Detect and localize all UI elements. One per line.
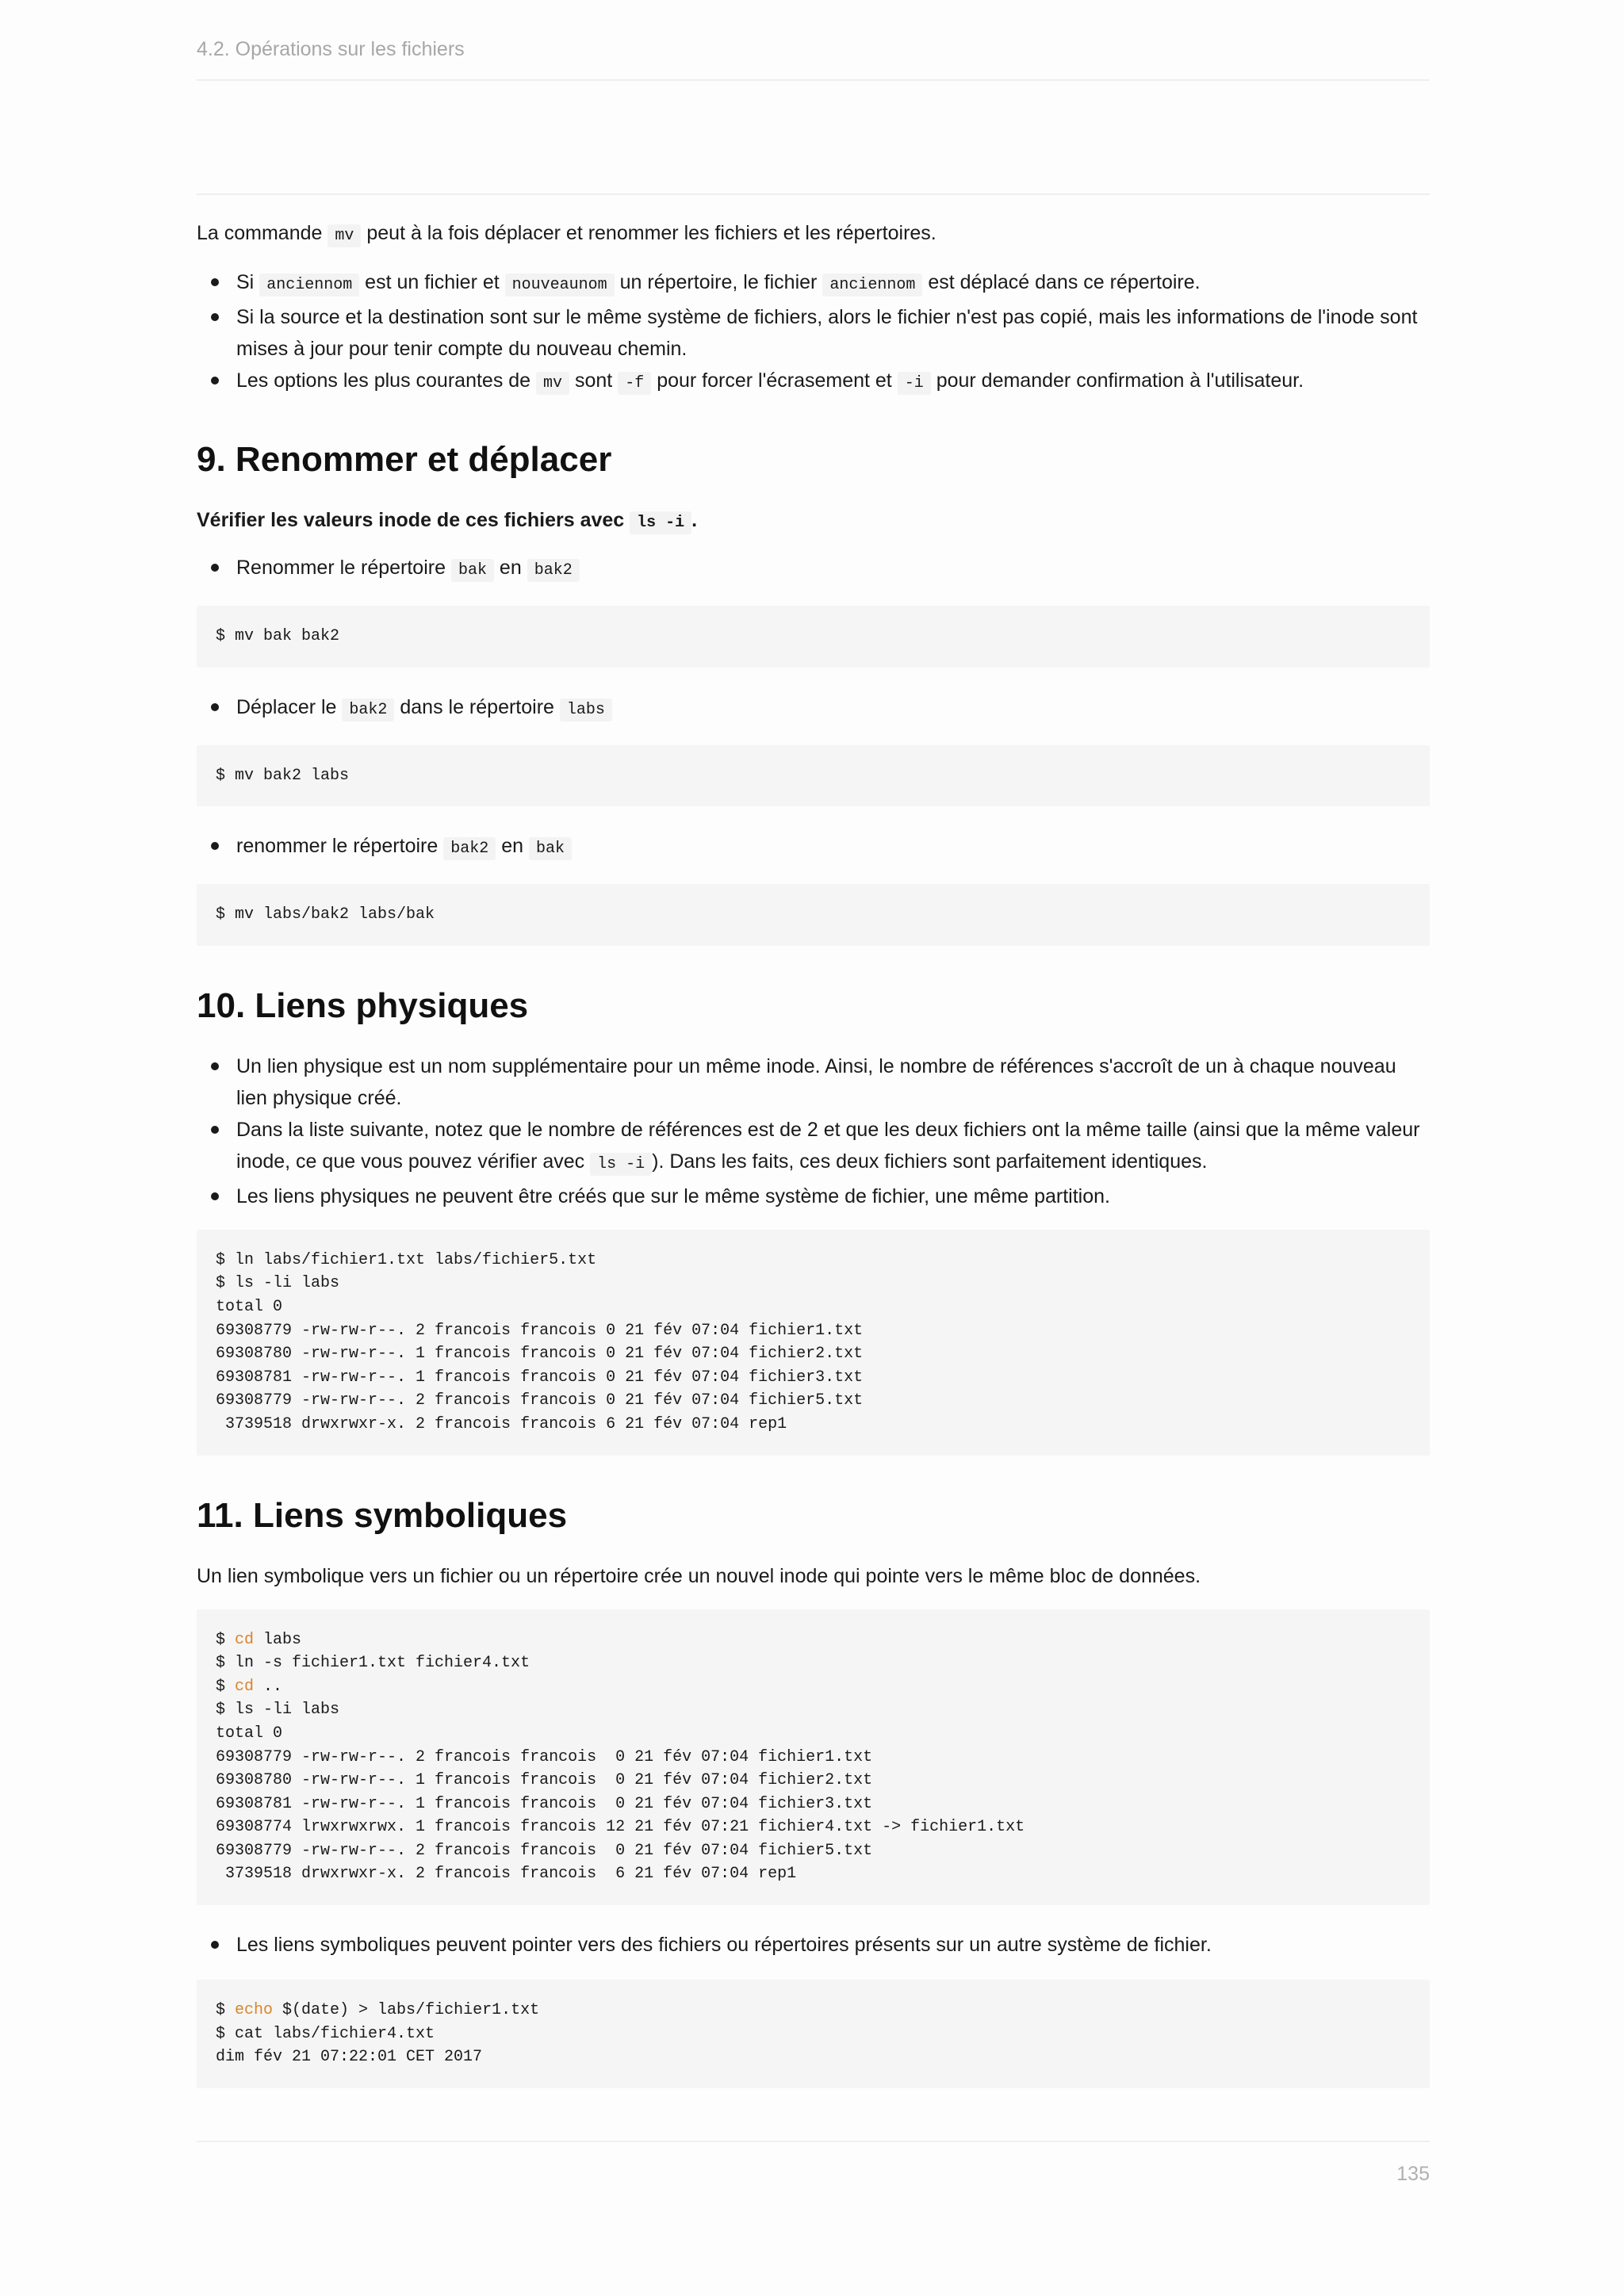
section-lead: Vérifier les valeurs inode de ces fichiers avec ls -i . [197,504,1430,539]
shell-keyword: cd [235,1630,255,1649]
list-item: Les liens physiques ne peuvent être créés que sur le même système de fichier, une même partition. [197,1181,1430,1212]
document-page [197,0,1430,2296]
hard-link-notes [197,1050,1430,1212]
mv-notes-list [197,266,1430,400]
inline-code: ls -i [630,511,691,534]
mv-intro-paragraph: La commande mv peut à la fois déplacer et renommer les fichiers et les répertoires. [197,217,1430,252]
list-item: Si anciennom est un fichier et nouveaunom un répertoire, le fichier anciennom est déplacé dans ce répertoire. [197,266,1430,301]
symlink-notes [197,1929,1430,1961]
header-rule [197,79,1430,81]
inline-code: bak2 [527,559,580,582]
page-content [197,217,1430,2088]
inline-code: mv [327,224,361,247]
list-item: Renommer le répertoire bak en bak2 [197,552,1430,587]
inline-code: ls -i [590,1153,652,1176]
footer-rule [197,2141,1430,2142]
list-item: renommer le répertoire bak2 en bak [197,830,1430,865]
symlink-intro: Un lien symbolique vers un fichier ou un répertoire crée un nouvel inode qui pointe vers le même bloc de données. [197,1564,1201,1587]
inline-code: bak2 [443,837,496,860]
code-block: $ mv bak bak2 [197,606,1430,668]
list-item: Les options les plus courantes de mv sont -f pour forcer l'écrasement et -i pour demander confirmation à l'utilisateur. [197,365,1430,400]
code-block: $ echo $(date) > labs/fichier1.txt $ cat labs/fichier4.txt dim fév 21 07:22:01 CET 2017 [197,1980,1430,2088]
section-heading: 9. Renommer et déplacer [197,440,612,479]
step-list [197,691,1430,726]
code-block: $ ln labs/fichier1.txt labs/fichier5.txt $ ls -li labs total 0 69308779 -rw-rw-r--. 2 francois francois 0 21 fév 07:04 fichier1.txt 69308780 -rw-rw-r--. 1 francois francois 0 21 fév 07:04 fichier2.txt 69308781 -rw-rw-r--. 1 francois francois 0 21 fév 07:04 fichier3.txt 69308779 -rw-rw-r--. 2 francois francois 0 21 fév 07:04 fichier5.txt 3739518 drwxrwxr-x. 2 francois francois 6 21 fév 07:04 rep1 [197,1230,1430,1456]
section-rule [197,193,1430,195]
inline-code: anciennom [259,274,359,297]
list-item: Dans la liste suivante, notez que le nombre de références est de 2 et que les deux fichiers ont la même taille (ainsi que la même valeur inode, ce que vous pouvez vérifier avec ls -i ). Dans les faits, ces deux fichiers sont parfaitement identiques. [197,1114,1430,1181]
inline-code: bak [529,837,572,860]
list-item: Déplacer le bak2 dans le répertoire labs [197,691,1430,726]
inline-code: bak2 [342,698,394,721]
list-item: Un lien physique est un nom supplémentaire pour un même inode. Ainsi, le nombre de références s'accroît de un à chaque nouveau lien physique créé. [197,1050,1430,1114]
inline-code: nouveaunom [505,274,615,297]
code-block: $ mv bak2 labs [197,745,1430,807]
shell-keyword: cd [235,1677,255,1696]
step-list [197,552,1430,587]
code-block: $ cd labs $ ln -s fichier1.txt fichier4.txt $ cd .. $ ls -li labs total 0 69308779 -rw-rw-r--. 2 francois francois 0 21 fév 07:04 fichier1.txt 69308780 -rw-rw-r--. 1 francois francois 0 21 fév 07:04 fichier2.txt 69308781 -rw-rw-r--. 1 francois francois 0 21 fév 07:04 fichier3.txt 69308774 lrwxrwxrwx. 1 francois francois 12 21 fév 07:21 fichier4.txt -> fichier1.txt 69308779 -rw-rw-r--. 2 francois francois 0 21 fév 07:04 fichier5.txt 3739518 drwxrwxr-x. 2 francois francois 6 21 fév 07:04 rep1 [197,1609,1430,1906]
inline-code: -f [618,372,651,395]
running-header: 4.2. Opérations sur les fichiers [197,38,465,60]
step-list [197,830,1430,865]
section-heading: 11. Liens symboliques [197,1495,568,1535]
inline-code: mv [536,372,569,395]
code-block: $ mv labs/bak2 labs/bak [197,884,1430,946]
section-heading: 10. Liens physiques [197,985,529,1025]
inline-code: labs [560,698,612,721]
inline-code: -i [898,372,931,395]
inline-code: anciennom [822,274,922,297]
inline-code: bak [451,559,494,582]
list-item: Si la source et la destination sont sur le même système de fichiers, alors le fichier n'est pas copié, mais les informations de l'inode sont mises à jour pour tenir compte du nouveau chemin. [197,301,1430,365]
shell-keyword: echo [235,2001,274,2020]
list-item: Les liens symboliques peuvent pointer vers des fichiers ou répertoires présents sur un autre système de fichier. [197,1929,1430,1961]
page-number: 135 [1396,2163,1430,2185]
